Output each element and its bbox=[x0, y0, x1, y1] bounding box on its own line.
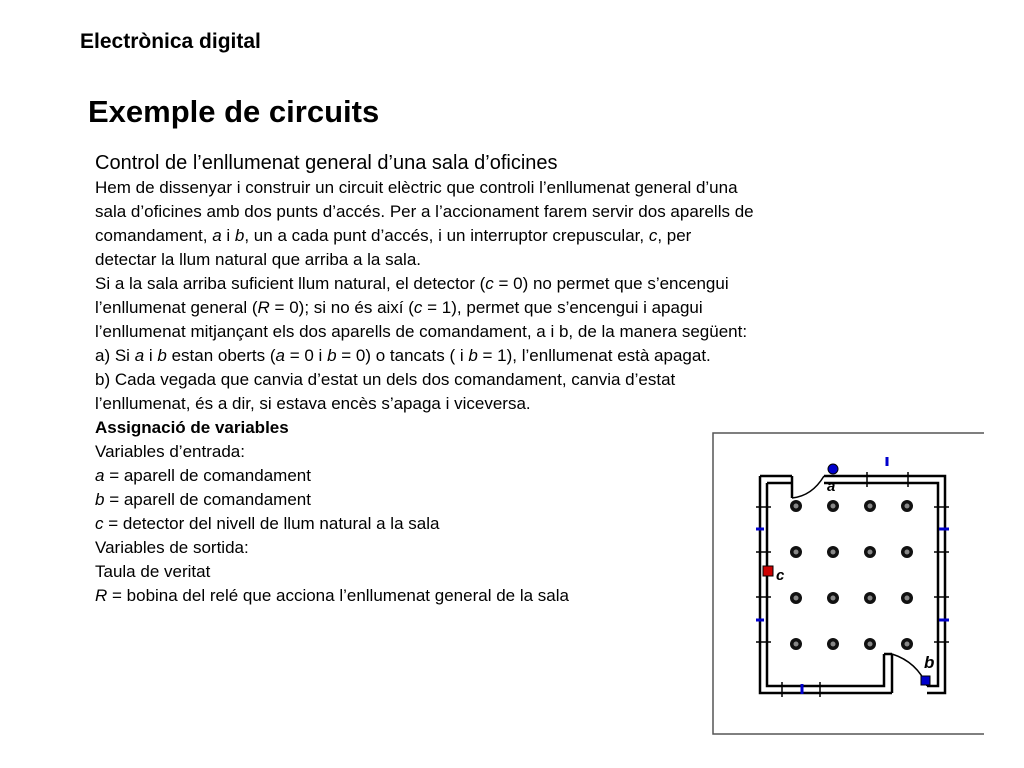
lamp-icon bbox=[864, 546, 876, 558]
lamp-icon bbox=[827, 592, 839, 604]
sensor-c-icon bbox=[763, 566, 773, 576]
lamp-icon bbox=[901, 592, 913, 604]
lamp-icon bbox=[790, 500, 802, 512]
floor-plan-svg bbox=[712, 432, 984, 735]
definition-b: b = aparell de comandament bbox=[95, 490, 311, 509]
lamp-icon bbox=[790, 546, 802, 558]
lamp-icon bbox=[790, 592, 802, 604]
paragraph-detector: Si a la sala arriba suficient llum natural, el detector (c = 0) no permet que s’encengui l’enllumenat general (R = 0); si no és així (c = 1), permet que s’encengui i apagui l’enllumenat mitjançant els dos aparells de comandament, a i b, de la manera següent: bbox=[95, 274, 748, 341]
office-floor-plan bbox=[712, 432, 984, 735]
lamp-icon bbox=[790, 638, 802, 650]
lamp-icon bbox=[864, 592, 876, 604]
lamp-icon bbox=[864, 500, 876, 512]
outputs-heading: Variables de sortida: bbox=[95, 538, 249, 557]
definition-c: c = detector del nivell de llum natural a la sala bbox=[95, 514, 440, 533]
lamp-icon bbox=[901, 638, 913, 650]
label-c: c bbox=[776, 567, 785, 584]
paragraph-intro: Hem de dissenyar i construir un circuit elèctric que controli l’enllumenat general d’una sala d’oficines amb dos punts d’accés. Per a l’accionament farem servir dos aparells de comandament, a i b, un a cada punt d’accés, i un interruptor crepuscular, c, per detectar la llum natural que arriba a la sala. bbox=[95, 178, 754, 269]
switch-b-icon bbox=[921, 676, 930, 685]
lamp-icon bbox=[827, 546, 839, 558]
label-a: a bbox=[827, 478, 836, 495]
inputs-heading: Variables d’entrada: bbox=[95, 442, 245, 461]
lamp-icon bbox=[901, 546, 913, 558]
lamp-icon bbox=[864, 638, 876, 650]
definition-a: a = aparell de comandament bbox=[95, 466, 311, 485]
label-b: b bbox=[924, 653, 935, 672]
slide-title: Exemple de circuits bbox=[88, 94, 380, 129]
header-title: Electrònica digital bbox=[80, 30, 261, 53]
definition-R: R = bobina del relé que acciona l’enllumenat general de la sala bbox=[95, 586, 569, 605]
assignment-heading: Assignació de variables bbox=[95, 418, 289, 437]
section-subtitle: Control de l’enllumenat general d’una sala d’oficines bbox=[95, 152, 558, 174]
lamp-icon bbox=[827, 638, 839, 650]
lamp-icon bbox=[827, 500, 839, 512]
truth-table-label: Taula de veritat bbox=[95, 562, 211, 581]
lamp-icon bbox=[901, 500, 913, 512]
paragraph-case-b: b) Cada vegada que canvia d’estat un dels dos comandament, canvia d’estat l’enllumenat, és a dir, si estava encès s’apaga i viceversa. bbox=[95, 370, 676, 413]
paragraph-case-a: a) Si a i b estan oberts (a = 0 i b = 0) o tancats ( i b = 1), l’enllumenat està apagat. bbox=[95, 346, 711, 365]
switch-a-icon bbox=[828, 464, 838, 474]
slide-content bbox=[95, 150, 755, 608]
